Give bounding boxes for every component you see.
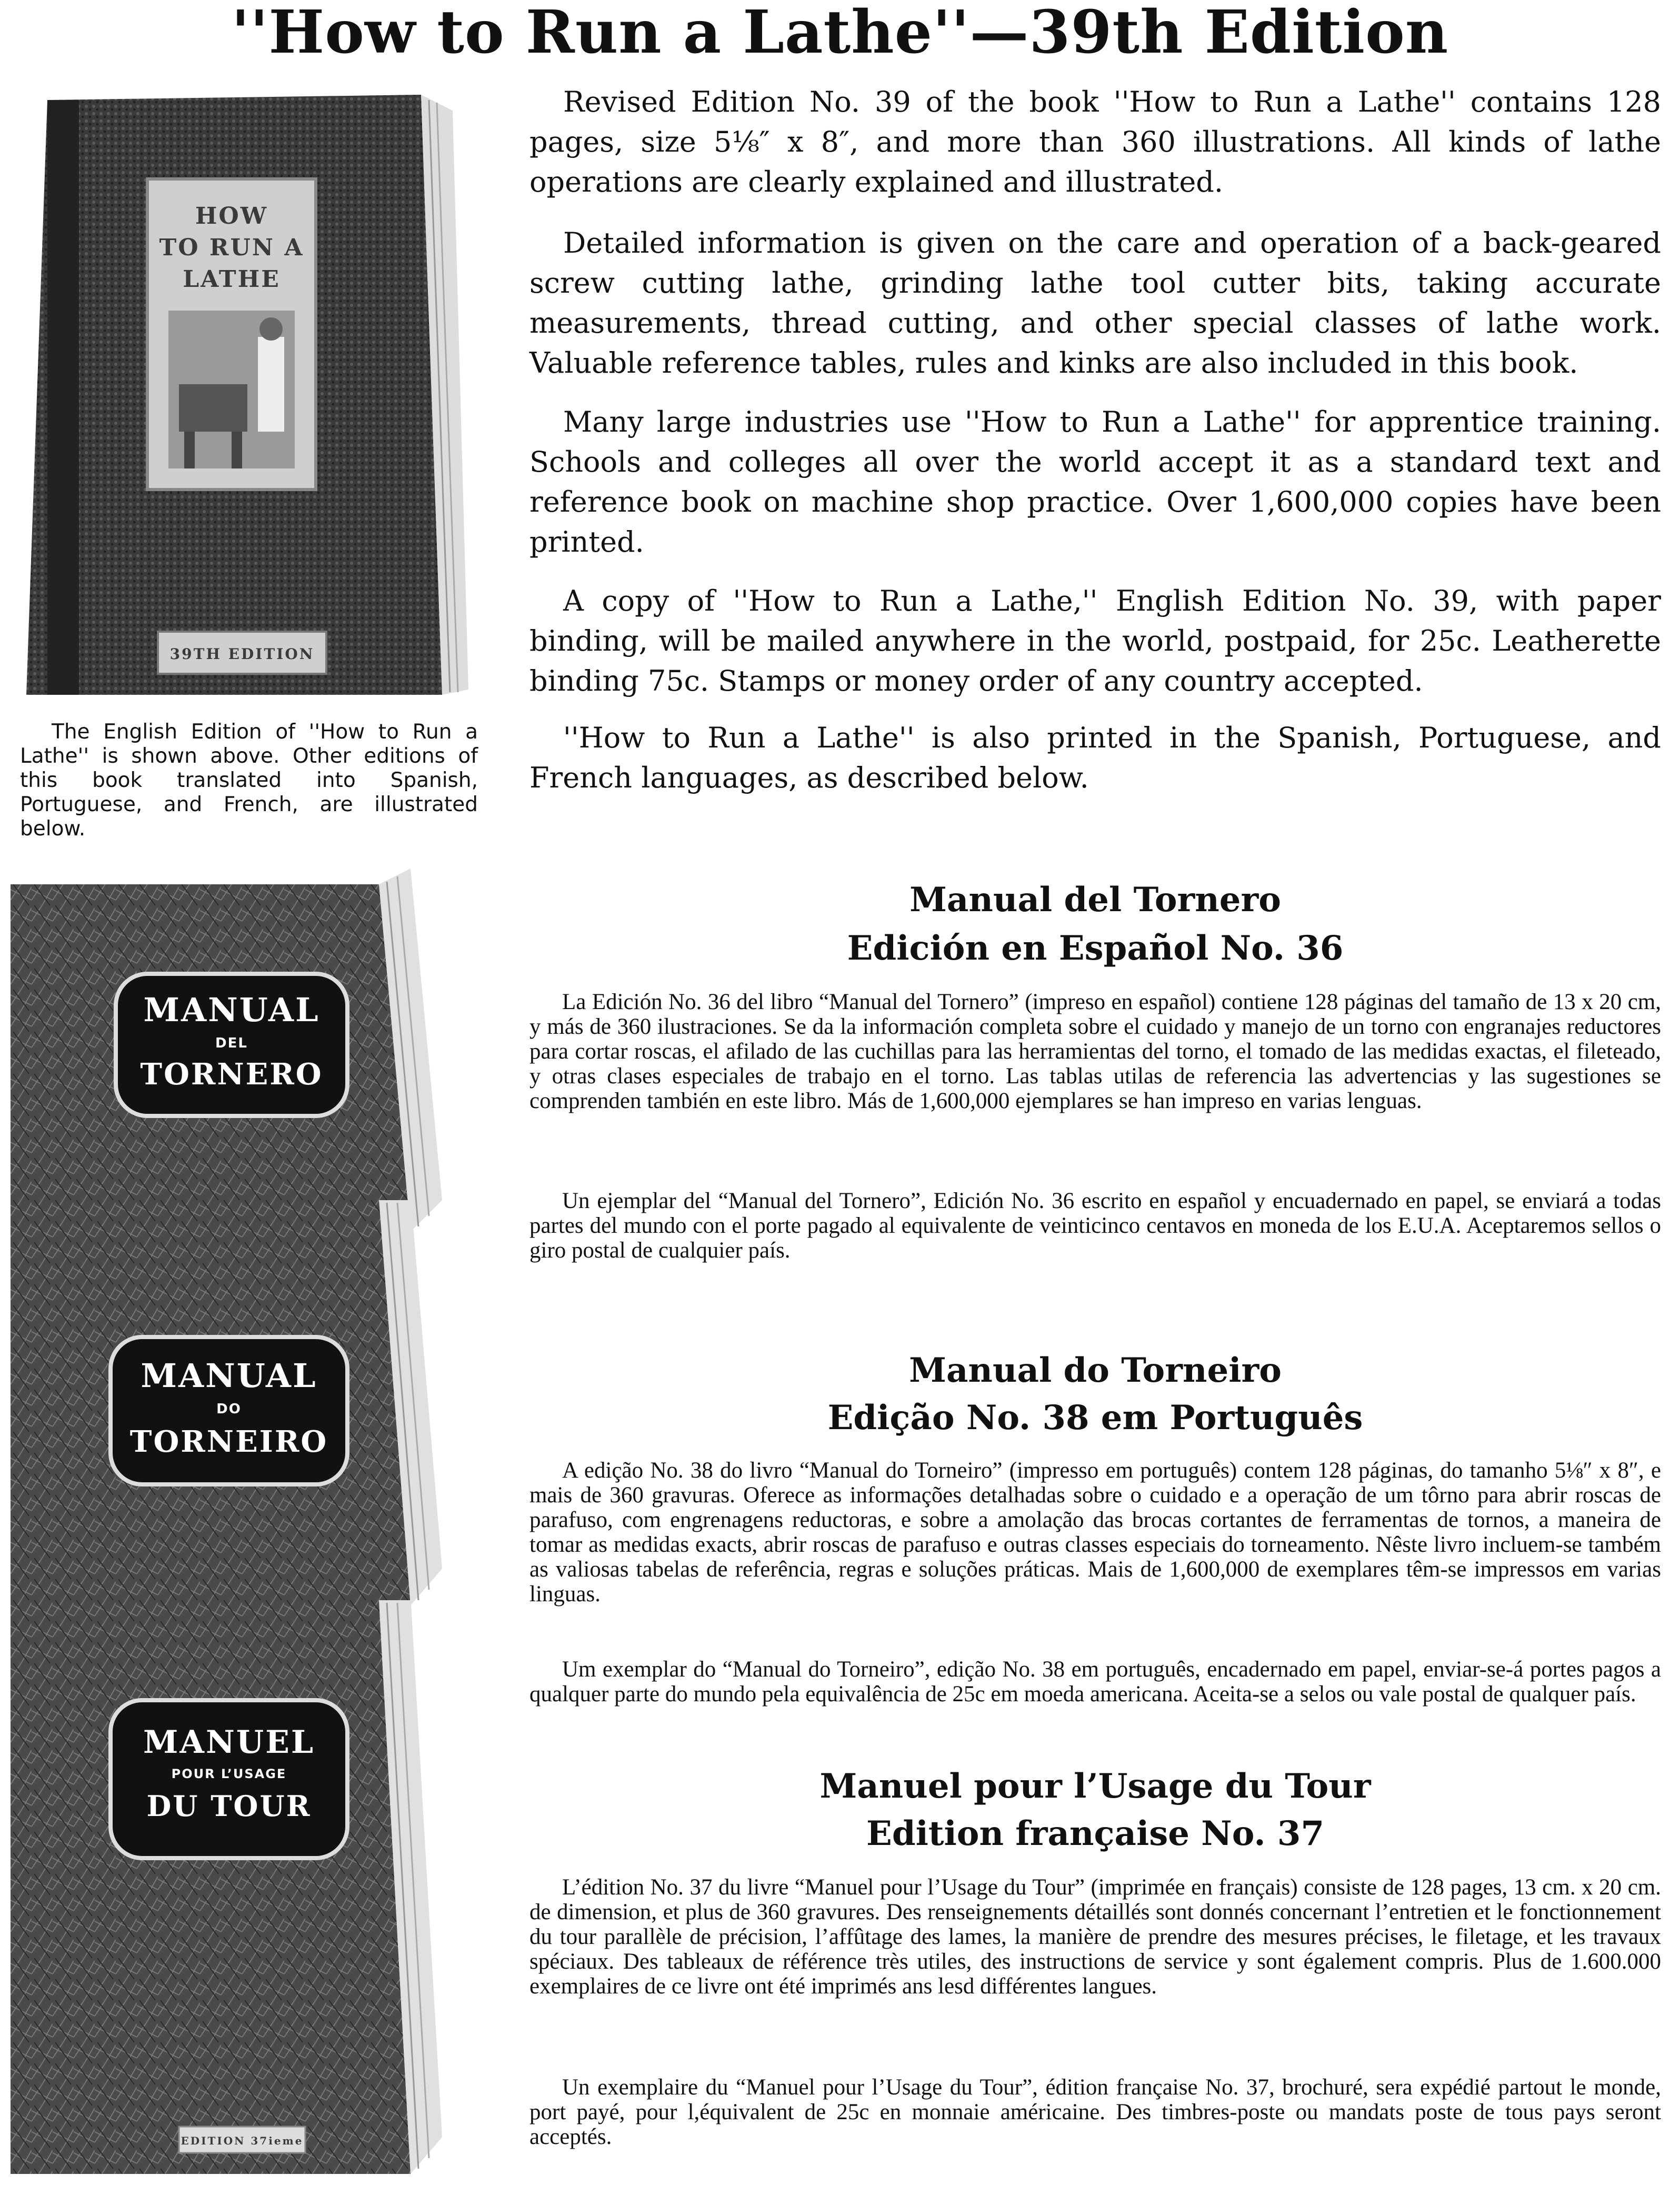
- page-title: ''How to Run a Lathe''—39th Edition: [231, 0, 1449, 67]
- spanish-edition-book-image: [11, 863, 447, 1232]
- english-edition-book-image: [11, 89, 474, 700]
- spanish-paragraph-1: La Edición No. 36 del libro “Manual del Tornero” (impreso en español) contiene 128 páginas del tamaño de 13 x 20 cm, y más de 360 ilustraciones. Se da la información completa sobre el cuidado y manejo de un torno con engranajes reductores para cortar roscas, el afilado de las cuchillas para las herramientas del torno, el tomado de las medidas exactas, el fileteado, y otras clases especiales de trabajo en el torno. Las tablas utilas de referencia las advertencias y las sugestiones se comprenden también en este libro. Más de 1,600,000 ejemplares se han impreso en varias lenguas.: [529, 990, 1661, 1113]
- spanish-heading-edition: Edición en Español No. 36: [847, 929, 1344, 968]
- french-cover-edition-label: EDITION 37ieme: [181, 2134, 304, 2147]
- cover-title-line2: TO RUN A: [159, 234, 304, 261]
- portuguese-paragraph-2: Um exemplar do “Manual do Torneiro”, edição No. 38 em português, encadernado em papel, enviar-se-á portes pagos a qualquer parte do mundo pela equivalência de 25c em moeda americana. Aceita-se a selos ou vale postal de qualquer país.: [529, 1657, 1661, 1707]
- french-cover-line3: DU TOUR: [146, 1789, 312, 1823]
- portuguese-cover-line1: MANUAL: [141, 1356, 317, 1395]
- portuguese-cover-line3: TORNEIRO: [129, 1424, 328, 1459]
- portuguese-heading-title: Manual do Torneiro: [909, 1351, 1282, 1390]
- english-paragraph-4: A copy of ''How to Run a Lathe,'' English Edition No. 39, with paper binding, will be mailed anywhere in the world, postpaid, for 25c. Leatherette binding 75c. Stamps or money order of any country accepted.: [529, 584, 1661, 697]
- french-heading-edition: Edition française No. 37: [866, 1814, 1324, 1853]
- portuguese-heading-edition: Edição No. 38 em Português: [827, 1398, 1363, 1438]
- french-cover-line1: MANUEL: [143, 1724, 315, 1761]
- english-paragraph-2: Detailed information is given on the care and operation of a back-geared screw cutting lathe, grinding lathe tool cutter bits, taking accurate measurements, thread cutting, and other special classes of lathe work. Valuable reference tables, rules and kinks are also included in this book.: [529, 226, 1661, 380]
- french-paragraph-2: Un exemplaire du “Manuel pour l’Usage du Tour”, édition française No. 37, brochuré, sera expédié partout le monde, port payé, pour l,équivalent de 25c en monnaie américaine. Des timbres-poste ou mandats poste de tous pays seront acceptés.: [529, 2075, 1661, 2149]
- spanish-cover-line2: DEL: [215, 1035, 248, 1051]
- english-edition-caption: The English Edition of ''How to Run a Lathe'' is shown above. Other editions of this book translated into Spanish, Portuguese, and French, are illustrated below.: [20, 720, 478, 841]
- cover-edition-label: 39TH EDITION: [169, 645, 315, 663]
- cover-title-line1: HOW: [195, 203, 268, 230]
- cover-title-line3: LATHE: [183, 266, 281, 293]
- spanish-heading-title: Manual del Tornero: [909, 880, 1281, 920]
- spanish-cover-line3: TORNERO: [140, 1057, 323, 1092]
- english-paragraph-3: Many large industries use ''How to Run a Lathe'' for apprentice training. Schools and colleges all over the world accept it as a standard text and reference book on machine shop practice. Over 1,600,000 copies have been printed.: [529, 405, 1661, 558]
- french-heading-title: Manuel pour l’Usage du Tour: [819, 1767, 1371, 1806]
- spanish-cover-line1: MANUAL: [143, 991, 320, 1029]
- french-paragraph-1: L’édition No. 37 du livre “Manuel pour l’Usage du Tour” (imprimée en français) consiste de 128 pages, 13 cm. x 20 cm. de dimension, et plus de 360 gravures. Des renseignements détaillés sont donnés concernant l’entretien et le fonctionnement du tour parallèle de précision, l’affûtage des lames, la manière de prendre des mesures précises, le filetage, et les travaux spéciaux. Des tableaux de référence très utiles, des instructions de service y sont également compris. Plus de 1.600.000 exemplaires de ce livre ont été imprimés ans lesd différentes langues.: [529, 1875, 1661, 1999]
- french-edition-book-image: [11, 1600, 447, 2179]
- portuguese-paragraph-1: A edição No. 38 do livro “Manual do Torneiro” (impresso em português) contem 128 páginas, do tamanho 5⅛″ x 8″, e mais de 360 gravuras. Oferece as informações detalhadas sobre o cuidado e a operação de um tôrno para abrir roscas de parafuso, com engrenagens reductoras, e sobre a amolação das brocas cortantes de ferramentas de tornos, a maneira de tomar as medidas exacts, abrir roscas de parafuso e outras classes especiais do torneamento. Nêste livro incluem-se também as valiosas tabelas de referência, regras e soluções práticas. Mais de 1,600,000 de exemplares têm-se impressos em varias linguas.: [529, 1458, 1661, 1607]
- english-paragraph-5: ''How to Run a Lathe'' is also printed in the Spanish, Portuguese, and French languages, as described below.: [529, 721, 1661, 794]
- portuguese-edition-book-image: [11, 1200, 447, 1605]
- portuguese-cover-line2: DO: [216, 1401, 242, 1417]
- french-cover-line2: POUR L’USAGE: [171, 1767, 287, 1781]
- english-paragraph-1: Revised Edition No. 39 of the book ''How to Run a Lathe'' contains 128 pages, size 5⅛″ x 8″, and more than 360 illustrations. All kinds of lathe operations are clearly explained and illustrated.: [529, 85, 1661, 198]
- spanish-paragraph-2: Un ejemplar del “Manual del Tornero”, Edición No. 36 escrito en español y encuadernado en papel, se enviará a todas partes del mundo con el porte pagado al equivalente de veinticinco centavos en moneda de los E.U.A. Aceptaremos sellos o giro postal de cualquier país.: [529, 1189, 1661, 1263]
